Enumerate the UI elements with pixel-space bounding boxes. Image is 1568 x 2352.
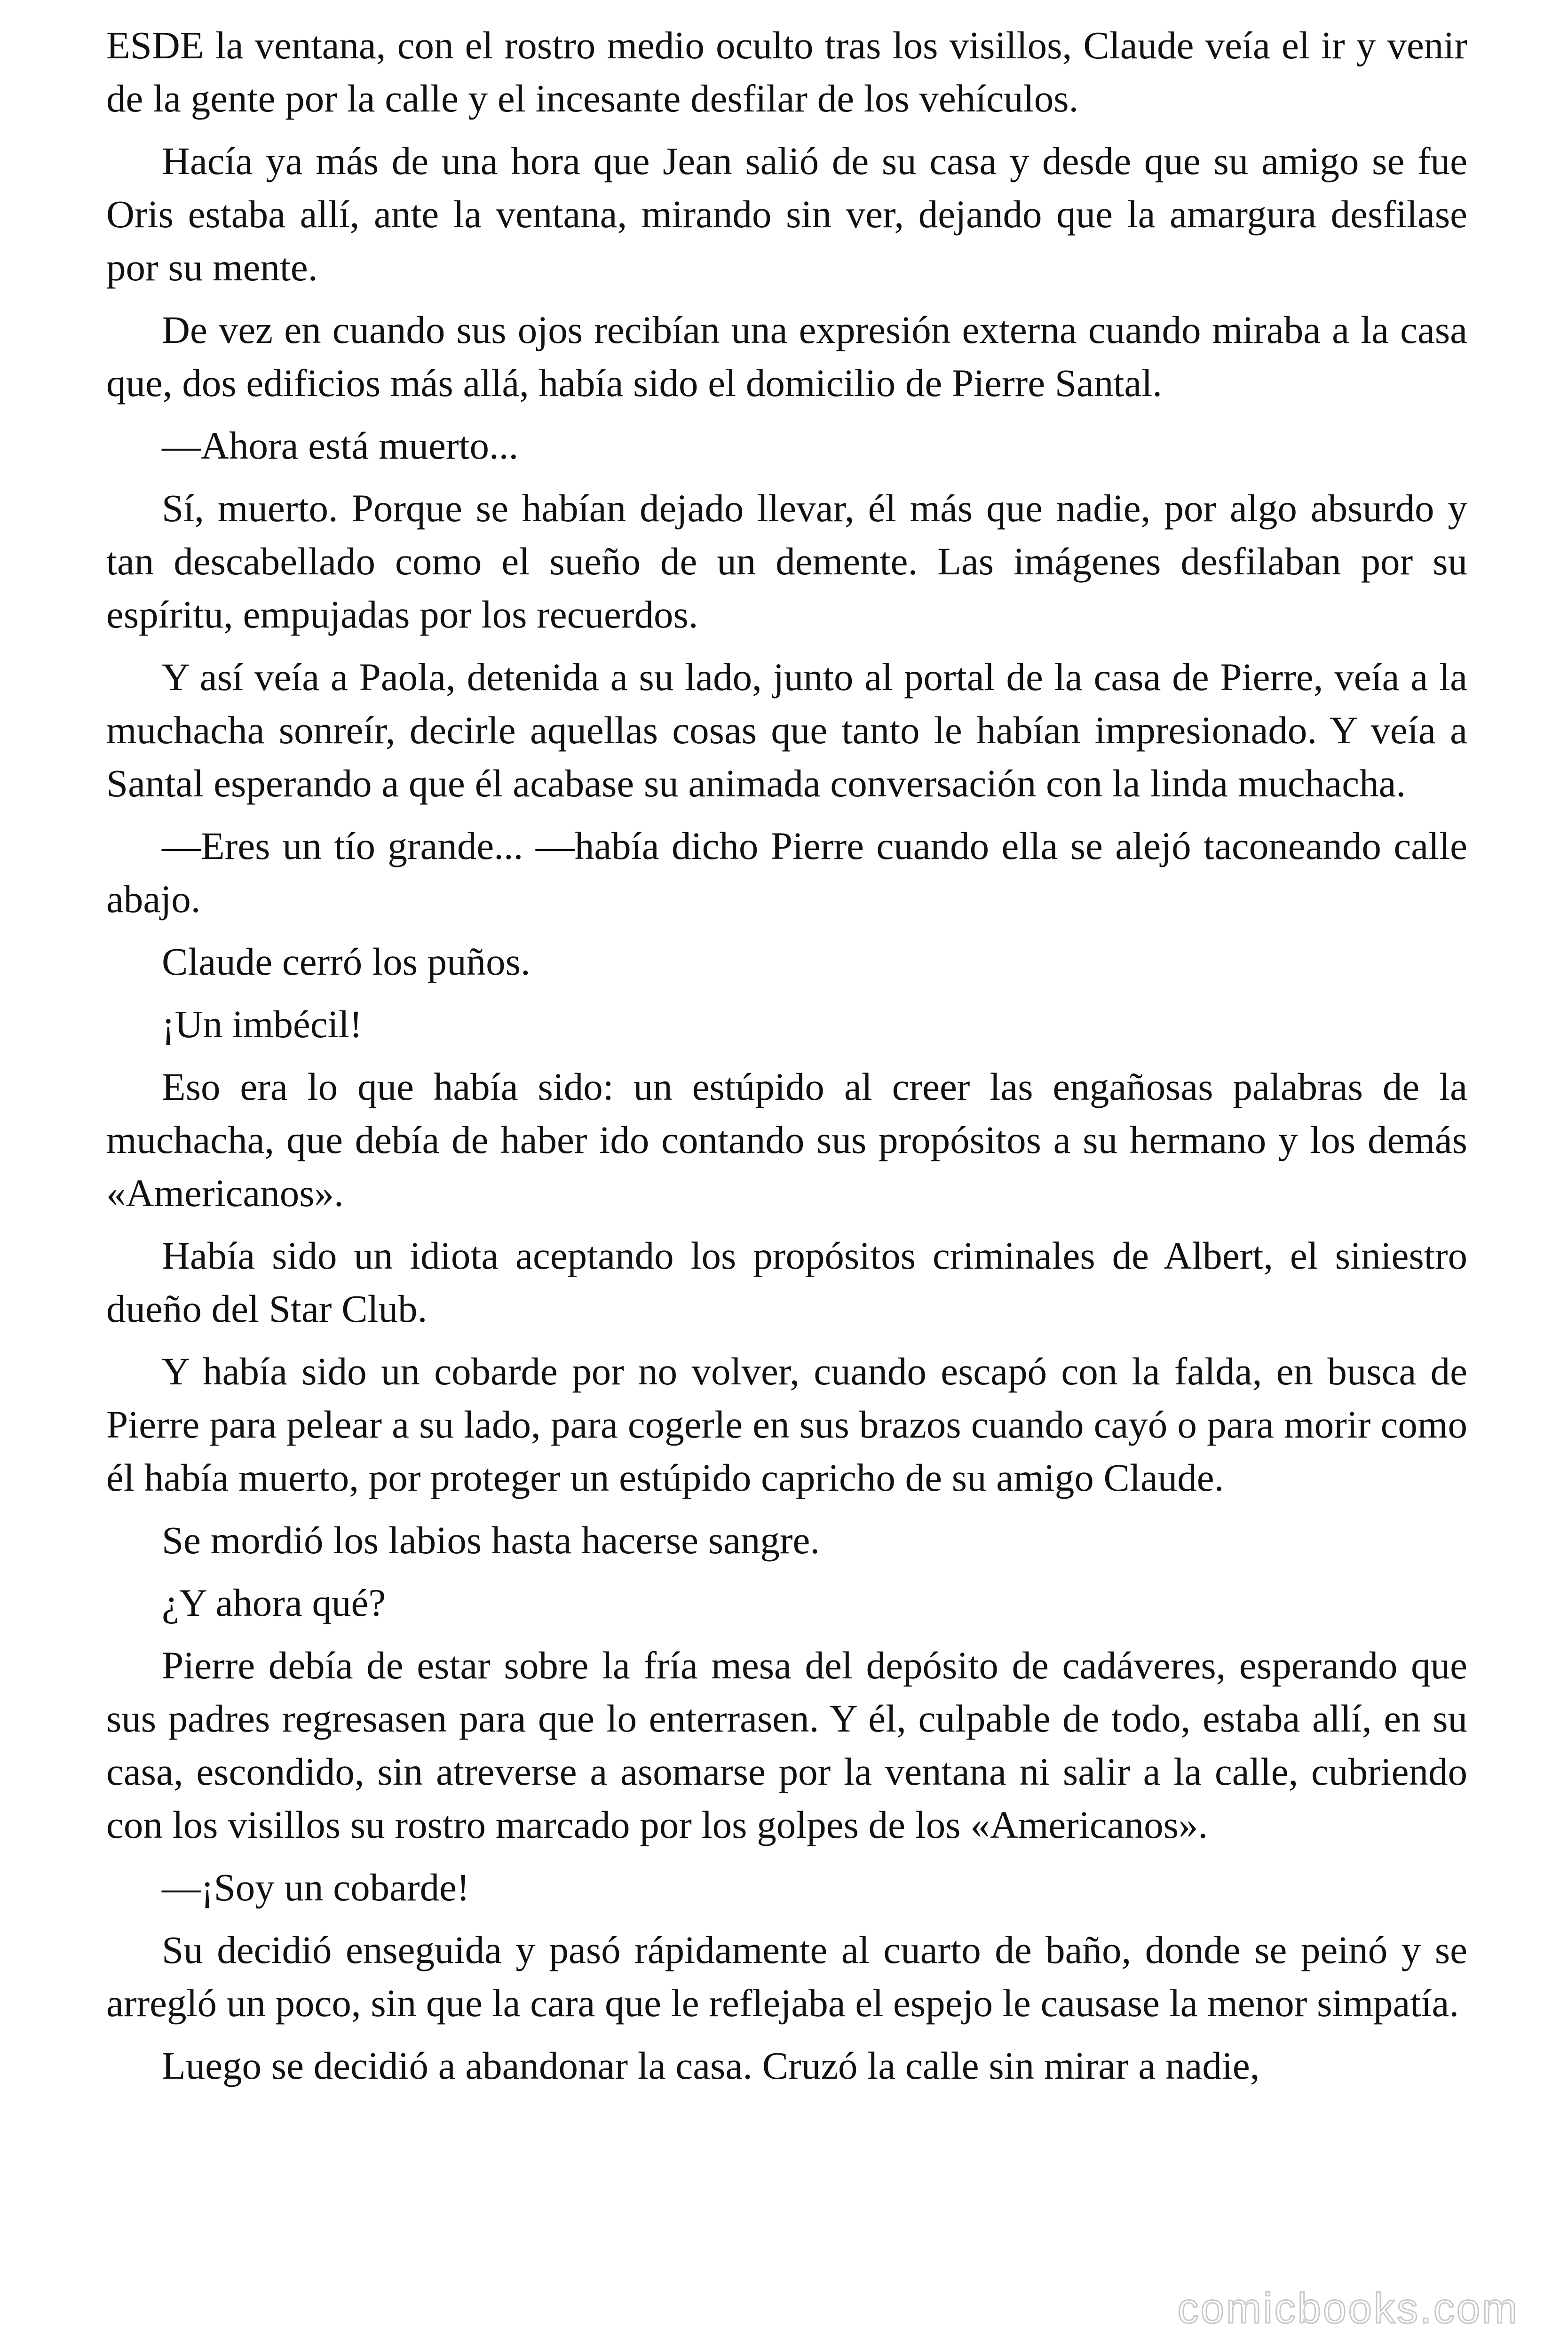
paragraph: —¡Soy un cobarde! xyxy=(162,1866,470,1909)
paragraph: Se mordió los labios hasta hacerse sangre. xyxy=(162,1518,820,1562)
paragraph: Pierre debía de estar sobre la fría mesa del depósito de cadáveres, esperando que sus padres regresasen para que lo enterrasen. Y él, culpable de todo, estaba allí, en su casa, escondido, sin atreverse a asomarse por la ventana ni salir a la calle, cubriendo con los visillos su rostro marcado por los golpes de los «Americanos». xyxy=(106,1644,1467,1846)
paragraph: Había sido un idiota aceptando los propósitos criminales de Albert, el siniestro dueño del Star Club. xyxy=(106,1234,1467,1330)
paragraph: Y así veía a Paola, detenida a su lado, junto al portal de la casa de Pierre, veía a la muchacha sonreír, decirle aquellas cosas que tanto le habían impresionado. Y veía a Santal esperando a que él acabase su animada conversación con la linda muchacha. xyxy=(106,655,1467,805)
paragraph: Hacía ya más de una hora que Jean salió de su casa y desde que su amigo se fue Oris estaba allí, ante la ventana, mirando sin ver, dejando que la amargura desfilase por su mente. xyxy=(106,139,1467,289)
paragraph: Y había sido un cobarde por no volver, cuando escapó con la falda, en busca de Pierre para pelear a su lado, para cogerle en sus brazos cuando cayó o para morir como él había muerto, por proteger un estúpido capricho de su amigo Claude. xyxy=(106,1350,1467,1499)
body-text xyxy=(106,19,1467,2102)
paragraph: Sí, muerto. Porque se habían dejado llevar, él más que nadie, por algo absurdo y tan descabellado como el sueño de un demente. Las imágenes desfilaban por su espíritu, empujadas por los recuerdos. xyxy=(106,486,1467,636)
paragraph: Claude cerró los puños. xyxy=(162,940,531,983)
paragraph: Eso era lo que había sido: un estúpido al creer las engañosas palabras de la muchacha, que debía de haber ido contando sus propósitos a su hermano y los demás «Americanos». xyxy=(106,1065,1467,1215)
paragraph: Su decidió enseguida y pasó rápidamente al cuarto de baño, donde se peinó y se arregló un poco, sin que la cara que le reflejaba el espejo le causase la menor simpatía. xyxy=(106,1928,1467,2025)
paragraph: De vez en cuando sus ojos recibían una expresión externa cuando miraba a la casa que, dos edificios más allá, había sido el domicilio de Pierre Santal. xyxy=(106,308,1467,405)
paragraph: ¡Un imbécil! xyxy=(162,1002,363,1046)
paragraph: ¿Y ahora qué? xyxy=(162,1581,386,1624)
paragraph: ESDE la ventana, con el rostro medio oculto tras los visillos, Claude veía el ir y venir de la gente por la calle y el incesante desfilar de los vehículos. xyxy=(106,24,1467,120)
watermark: comicbooks.com xyxy=(1177,2285,1519,2332)
paragraph: —Eres un tío grande... —había dicho Pierre cuando ella se alejó taconeando calle abajo. xyxy=(106,824,1467,921)
paragraph: —Ahora está muerto... xyxy=(162,424,519,467)
paragraph: Luego se decidió a abandonar la casa. Cruzó la calle sin mirar a nadie, xyxy=(162,2044,1260,2087)
